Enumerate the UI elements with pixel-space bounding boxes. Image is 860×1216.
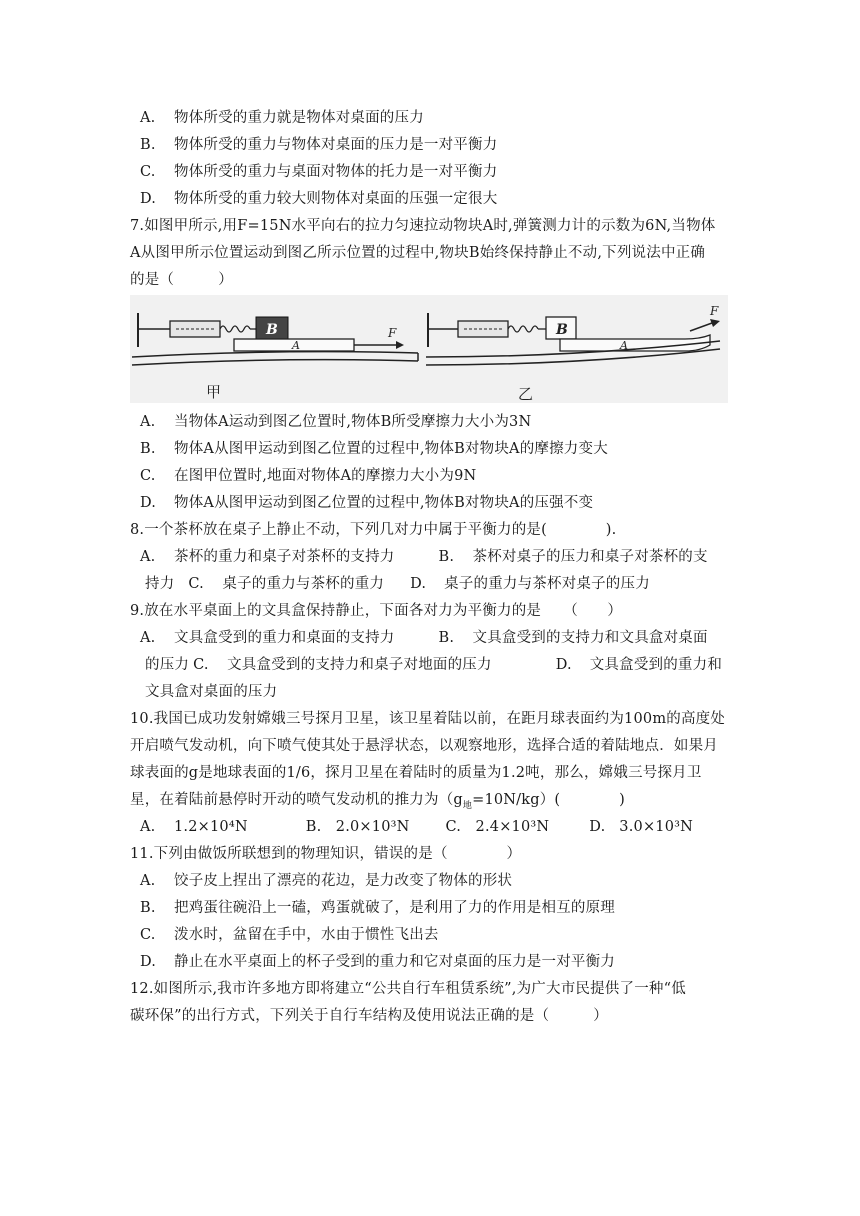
option-text: 物体所受的重力较大则物体对桌面的压强一定很大 (174, 191, 498, 207)
option-text: 物体A从图甲运动到图乙位置的过程中,物体B对物块A的压强不变 (174, 495, 594, 511)
option-label: B. (438, 630, 455, 646)
option-label: C. (140, 164, 156, 180)
spring-scale-diagram (130, 295, 728, 403)
option-label: B. (140, 900, 156, 916)
option-label: D. (140, 191, 157, 207)
option-label: C. (193, 657, 209, 673)
q8-stem: 8.一个茶杯放在桌子上静止不动，下列几对力中属于平衡力的是( ). (130, 522, 617, 538)
stem-text: 星，在着陆前悬停时开动的喷气发动机的推力为（g (130, 792, 463, 808)
option-text: 持力 (145, 576, 175, 592)
option-label: B. (140, 137, 156, 153)
option-label: A. (140, 819, 156, 835)
q7-stem-line-2: A从图甲所示位置运动到图乙所示位置的过程中,物块B始终保持静止不动,下列说法中正确 (130, 245, 706, 261)
option-label: D. (410, 576, 427, 592)
q11-option-d (140, 952, 750, 972)
block-a-label: A (292, 339, 300, 352)
option-text: 文具盒受到的重力和 (589, 657, 723, 673)
q12-stem-line-1: 12.如图所示,我市许多地方即将建立“公共自行车租赁系统”,为广大市民提供了一种“低 (130, 981, 686, 997)
subscript: 地 (462, 800, 473, 811)
option-label: C. (445, 819, 462, 835)
option-label: C. (188, 576, 204, 592)
panel-yi (426, 304, 720, 403)
q10-stem-line-2: 开启喷气发动机，向下喷气使其处于悬浮状态，以观察地形，选择合适的着陆地点．如果月 (130, 738, 718, 754)
option-text: 2.4×10³N (475, 819, 550, 835)
q9-stem: 9.放在水平桌面上的文具盒保持静止，下面各对力为平衡力的是 （ ） (130, 603, 623, 619)
q10-options (140, 817, 750, 837)
stem-text: =10N/kg）( ) (472, 792, 625, 808)
q7-option-a (140, 412, 750, 432)
option-text: 把鸡蛋往碗沿上一磕，鸡蛋就破了，是利用了力的作用是相互的原理 (174, 900, 615, 916)
option-text: 的压力 (145, 657, 190, 673)
option-text: 2.0×10³N (335, 819, 410, 835)
q12-stem-line-2: 碳环保”的出行方式，下列关于自行车结构及使用说法正确的是（ ） (130, 1008, 609, 1024)
option-label: A. (140, 549, 156, 565)
block-a-label: A (620, 339, 628, 352)
option-label: A. (140, 414, 156, 430)
option-label: D. (555, 657, 572, 673)
option-label: C. (140, 468, 156, 484)
option-text: 物体所受的重力与物体对桌面的压力是一对平衡力 (174, 137, 498, 153)
q11-stem: 11.下列由做饭所联想到的物理知识，错误的是（ ） (130, 846, 522, 862)
option-text: 3.0×10³N (619, 819, 694, 835)
figure-label-yi: 乙 (518, 385, 534, 403)
option-text: 泼水时，盆留在手中，水由于惯性飞出去 (174, 927, 439, 943)
option-label: D. (140, 954, 157, 970)
option-text: 文具盒受到的重力和桌面的支持力 (174, 630, 395, 646)
option-text: 茶杯对桌子的压力和桌子对茶杯的支 (472, 549, 708, 565)
option-text: 物体所受的重力与桌面对物体的托力是一对平衡力 (174, 164, 498, 180)
force-label: F (710, 304, 719, 318)
q7-option-c (140, 466, 750, 486)
q7-figure (130, 295, 728, 403)
block-b-label: B (266, 322, 278, 338)
option-text: 饺子皮上捏出了漂亮的花边，是力改变了物体的形状 (174, 873, 513, 889)
option-text: 茶杯的重力和桌子对茶杯的支持力 (174, 549, 395, 565)
option-label: A. (140, 630, 156, 646)
option-text: 物体所受的重力就是物体对桌面的压力 (174, 110, 424, 126)
q7-option-d (140, 493, 750, 513)
option-label: A. (140, 873, 156, 889)
option-label: A. (140, 110, 156, 126)
force-label: F (388, 326, 397, 340)
option-text: 静止在水平桌面上的杯子受到的重力和它对桌面的压力是一对平衡力 (174, 954, 615, 970)
q9-options-line-1 (140, 628, 750, 648)
q6-option-d (140, 189, 750, 209)
q7-option-b (140, 439, 750, 459)
q10-stem-line-3: 球表面的g是地球表面的1/6，探月卫星在着陆时的质量为1.2吨，那么，嫦娥三号探月卫 (130, 765, 702, 781)
block-b-label: B (556, 322, 568, 338)
q10-stem-line-4 (130, 790, 740, 816)
panel-jia (132, 313, 418, 401)
option-label: C. (140, 927, 156, 943)
q6-option-a (140, 108, 750, 128)
option-label: D. (140, 495, 157, 511)
option-text: 在图甲位置时,地面对物体A的摩擦力大小为9N (174, 468, 477, 484)
q9-options-line-3: 文具盒对桌面的压力 (145, 684, 278, 700)
option-text: 文具盒受到的支持力和文具盒对桌面 (472, 630, 708, 646)
option-text: 文具盒受到的支持力和桌子对地面的压力 (227, 657, 492, 673)
option-text: 当物体A运动到图乙位置时,物体B所受摩擦力大小为3N (174, 414, 532, 430)
q8-options-line-2 (145, 574, 755, 594)
q7-stem-line-3: 的是（ ） (130, 272, 233, 288)
q6-option-b (140, 135, 750, 155)
option-text: 桌子的重力与茶杯的重力 (222, 576, 385, 592)
q9-options-line-2 (145, 655, 755, 675)
q10-stem-line-1: 10.我国已成功发射嫦娥三号探月卫星，该卫星着陆以前，在距月球表面约为100m的高度处 (130, 711, 726, 727)
q11-option-a (140, 871, 750, 891)
option-label: B. (140, 441, 156, 457)
q7-stem-line-1: 7.如图甲所示,用F=15N水平向右的拉力匀速拉动物块A时,弹簧测力计的示数为6N,当物体 (130, 218, 716, 234)
option-text: 物体A从图甲运动到图乙位置的过程中,物体B对物块A的摩擦力变大 (174, 441, 608, 457)
q8-options-line-1 (140, 547, 750, 567)
q6-option-c (140, 162, 750, 182)
option-text: 1.2×10⁴N (174, 819, 248, 835)
q11-option-b (140, 898, 750, 918)
option-label: D. (589, 819, 606, 835)
option-label: B. (305, 819, 322, 835)
q11-option-c (140, 925, 750, 945)
figure-label-jia: 甲 (206, 383, 222, 401)
option-label: B. (438, 549, 455, 565)
option-text: 桌子的重力与茶杯对桌子的压力 (444, 576, 650, 592)
